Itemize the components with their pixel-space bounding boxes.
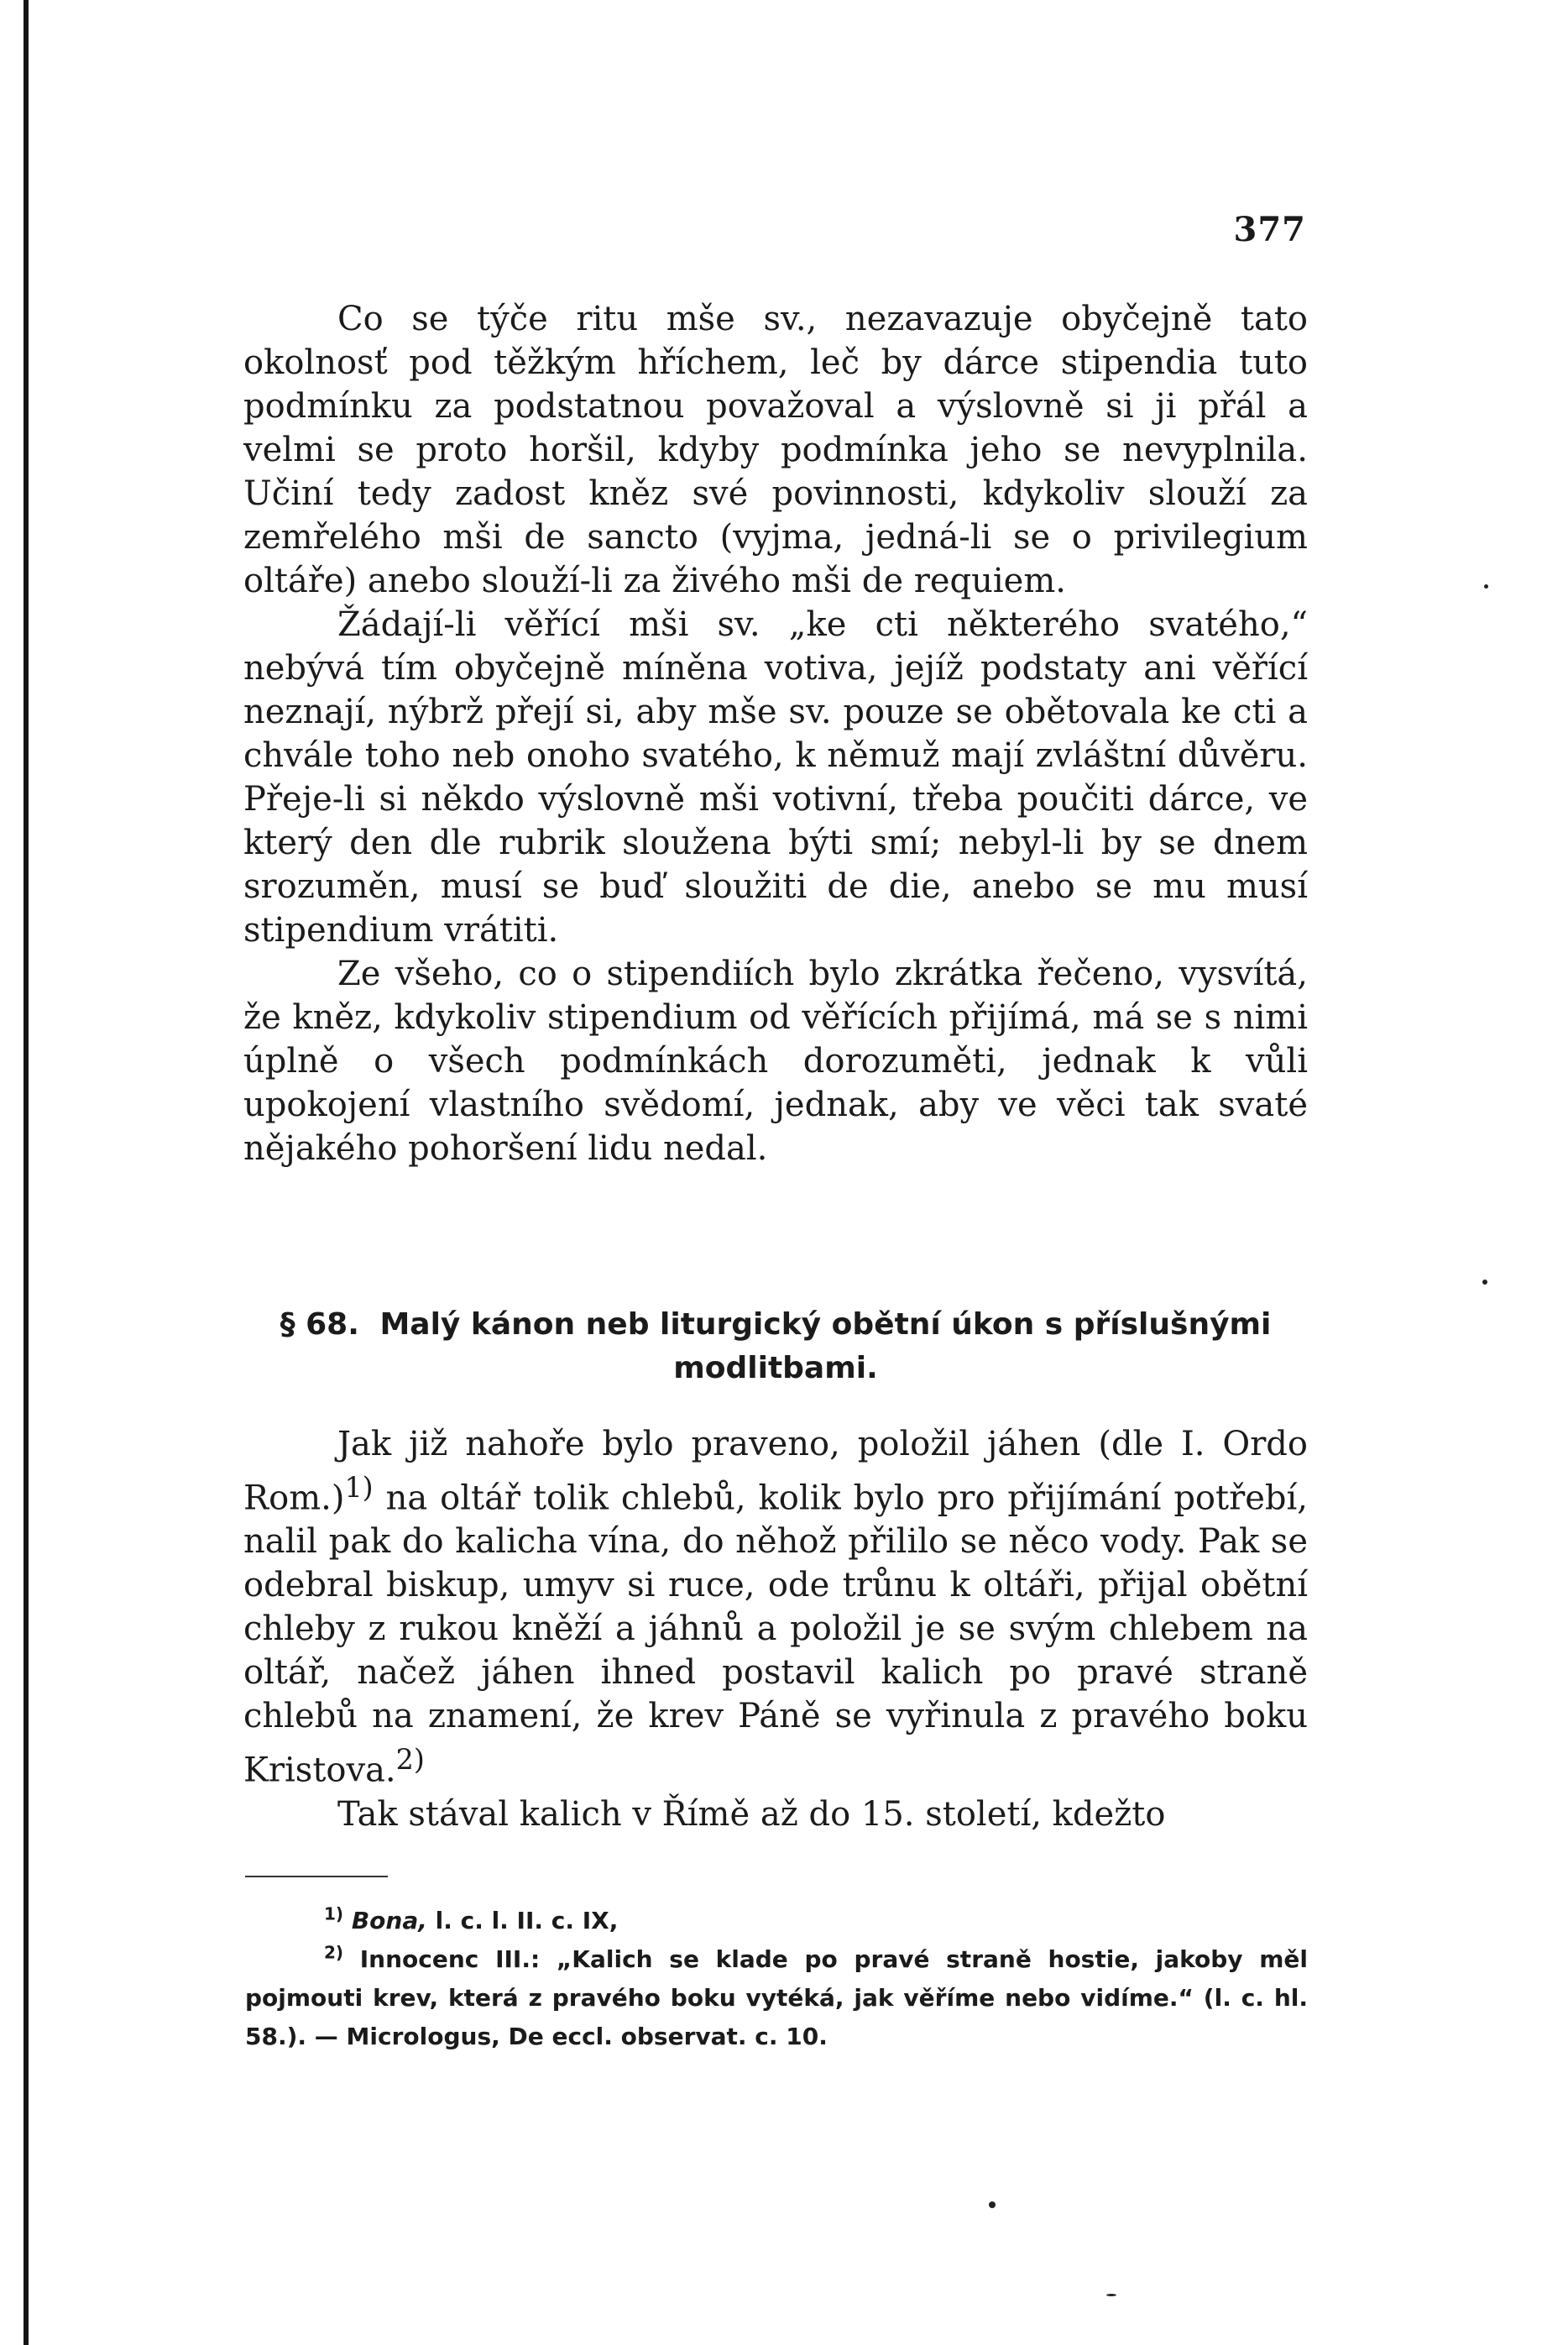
paragraph-text: Jak již nahoře bylo praveno, položil jáhen (dle I. Ordo Rom.) xyxy=(243,1425,1308,1518)
section-number: § 68. xyxy=(280,1307,359,1342)
footnotes xyxy=(245,1902,1308,2056)
footnote-separator xyxy=(245,1876,388,1877)
footnote xyxy=(245,1902,1308,1940)
footnote-mark: 1) xyxy=(324,1903,344,1924)
main-text-lower xyxy=(243,1422,1308,1836)
footnote-source: Bona, xyxy=(351,1907,427,1934)
footnote-mark: 2) xyxy=(324,1942,344,1963)
scan-speck xyxy=(1484,584,1488,589)
section-title: Malý kánon neb liturgický obětní úkon s příslušnými modlitbami. xyxy=(379,1307,1272,1385)
section-heading xyxy=(243,1303,1308,1390)
paragraph: Tak stával kalich v Římě až do 15. století, kdežto xyxy=(337,1794,1166,1834)
scan-speck xyxy=(989,2201,996,2208)
paragraph: Ze všeho, co o stipendiích bylo zkrátka řečeno, vysvítá, že kněz, kdykoliv stipendium od věřících přijímá, má se s nimi úplně o všech podmínkách dorozuměti, jednak k vůli upokojení vlastního svědomí, jednak, aby ve věci tak svaté nějakého pohoršení lidu nedal. xyxy=(243,955,1308,1168)
binding-edge xyxy=(24,0,29,2345)
footnote-reference: 2) xyxy=(395,1743,425,1777)
paragraph: Co se týče ritu mše sv., nezavazuje obyčejně tato okolnosť pod těžkým hříchem, leč by dárce stipendia tuto podmínku za podstatnou považoval a výslovně si ji přál a velmi se proto horšil, kdyby podmínka jeho se nevyplnila. Učiní tedy zadost kněz své povinnosti, kdykoliv slouží za zemřelého mši de sancto (vyjma, jedná-li se o privilegium oltáře) anebo slouží-li za živého mši de requiem. xyxy=(243,300,1308,600)
page-number: 377 xyxy=(1233,210,1306,249)
paragraph-text: na oltář tolik chlebů, kolik bylo pro přijímání potřebí, nalil pak do kalicha vína, do něhož přililo se něco vody. Pak se odebral biskup, umyv si ruce, ode trůnu k oltáři, přijal obětní chleby z rukou kněží a jáhnů a položil je se svým chlebem na oltář, načež jáhen ihned postavil kalich po pravé straně chlebů na znamení, že krev Páně se vyřinula z pravého boku Kristova. xyxy=(243,1479,1308,1790)
footnote-text: l. c. l. II. c. IX, xyxy=(426,1907,619,1934)
scan-speck xyxy=(1482,1280,1487,1285)
scan-speck xyxy=(1106,2294,1116,2296)
paragraph xyxy=(243,1422,1308,1793)
main-text-top xyxy=(243,297,1308,1170)
footnote-text: Innocenc III.: „Kalich se klade po pravé straně hostie, jakoby měl pojmouti krev, která z pravého boku vytéká, jak věříme nebo vidíme.“ (l. c. hl. 58.). — Micrologus, De eccl. observat. c. 10. xyxy=(245,1945,1309,2050)
footnote-reference: 1) xyxy=(344,1471,374,1504)
paragraph: Žádají-li věřící mši sv. „ke cti některého svatého,“ nebývá tím obyčejně míněna votiva, jejíž podstaty ani věřící neznají, nýbrž přejí si, aby mše sv. pouze se obětovala ke cti a chvále toho neb onoho svatého, k němuž mají zvláštní důvěru. Přeje-li si někdo výslovně mši votivní, třeba poučiti dárce, ve který den dle rubrik sloužena býti smí; nebyl-li by se dnem srozuměn, musí se buď sloužiti de die, anebo se mu musí stipendium vrátiti. xyxy=(243,605,1308,950)
footnote xyxy=(245,1940,1308,2056)
